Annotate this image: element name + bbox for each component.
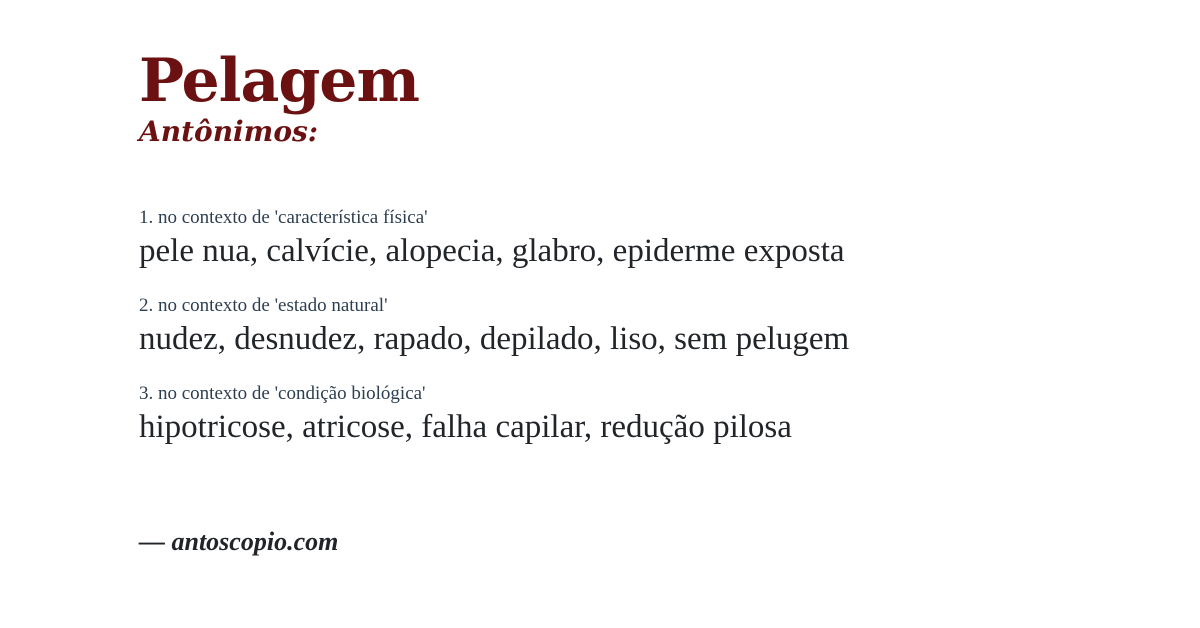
entry-antonym-words: nudez, desnudez, rapado, depilado, liso, sem pelugem [139,321,850,358]
list-item [139,295,1140,361]
source-attribution: — antoscopio.com [139,526,339,556]
entry-context-label: 1. no contexto de 'característica física' [139,206,428,228]
page-title: Pelagem [139,46,419,116]
entry-antonym-words: pele nua, calvície, alopecia, glabro, epiderme exposta [139,233,845,270]
antonyms-subtitle: Antônimos: [139,115,319,148]
entry-antonym-words: hipotricose, atricose, falha capilar, redução pilosa [139,409,792,446]
list-item [139,383,1140,449]
entry-list [139,207,1140,449]
entry-context-label: 3. no contexto de 'condição biológica' [139,382,426,404]
list-item [139,207,1140,273]
entry-context-label: 2. no contexto de 'estado natural' [139,294,388,316]
